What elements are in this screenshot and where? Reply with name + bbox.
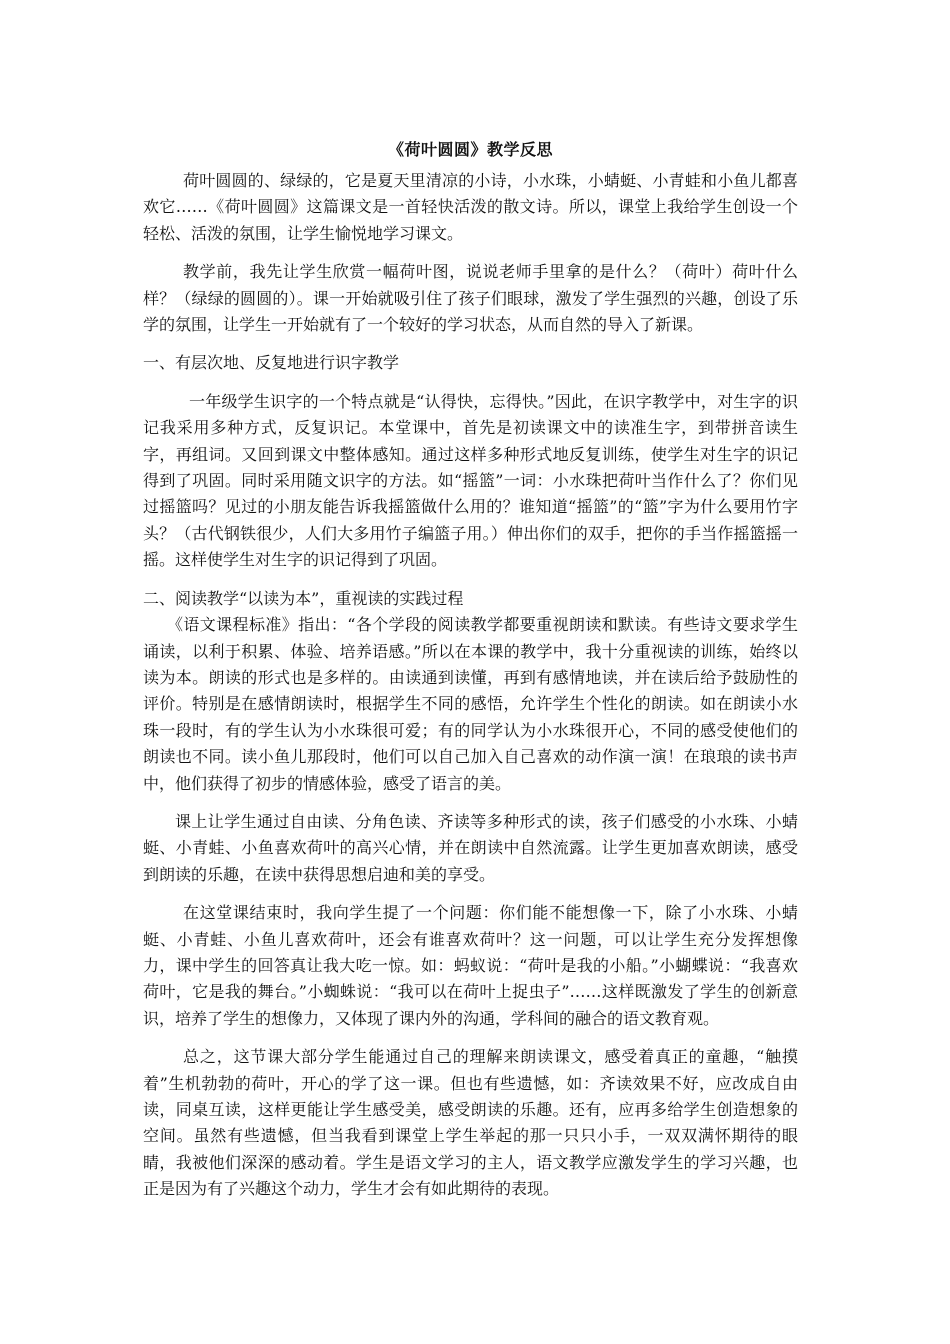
paragraph-lesson-start: 教学前，我先让学生欣赏一幅荷叶图，说说老师手里拿的是什么？（荷叶）荷叶什么样？（绿绿的圆圆的）。课一开始就吸引住了孩子们眼球，激发了学生强烈的兴趣，创设了乐学的氛围，让学生一开始就有了一个较好的学习状态，从而自然的导入了新课。 <box>143 262 798 335</box>
paragraph-intro: 荷叶圆圆的、绿绿的，它是夏天里清凉的小诗，小水珠，小蜻蜓、小青蛙和小鱼儿都喜欢它……《荷叶圆圆》这篇课文是一首轻快活泼的散文诗。所以，课堂上我给学生创设一个轻松、活泼的氛围，让学生愉悦地学习课文。 <box>143 171 798 243</box>
paragraph-reading-standard: 《语文课程标准》指出：“各个学段的阅读教学都要重视朗读和默读。有些诗文要求学生诵读，以利于积累、体验、培养语感。”所以在本课的教学中，我十分重视读的训练，始终以读为本。朗读的形式也是多样的。由读通到读懂，再到有感情地读，并在读后给予鼓励性的评价。特别是在感情朗读时，根据学生不同的感悟，允许学生个性化的朗读。如在朗读小水珠一段时，有的学生认为小水珠很可爱；有的同学认为小水珠很开心，不同的感受使他们的朗读也不同。读小鱼儿那段时，他们可以自己加入自己喜欢的动作演一演！在琅琅的读书声中，他们获得了初步的情感体验，感受了语言的美。 <box>143 615 798 793</box>
section-heading-literacy: 一、有层次地、反复地进行识字教学 <box>143 353 400 373</box>
paragraph-imagination: 在这堂课结束时，我向学生提了一个问题：你们能不能想像一下，除了小水珠、小蜻蜓、小青蛙、小鱼儿喜欢荷叶，还会有谁喜欢荷叶？这一问题，可以让学生充分发挥想像力，课中学生的回答真让我大吃一惊。如：蚂蚁说：“荷叶是我的小船。”小蝴蝶说：“我喜欢荷叶，它是我的舞台。”小蜘蛛说：“我可以在荷叶上捉虫子”……这样既激发了学生的创新意识，培养了学生的想像力，又体现了课内外的沟通，学科间的融合的语文教育观。 <box>143 903 798 1028</box>
paragraph-reading-forms: 课上让学生通过自由读、分角色读、齐读等多种形式的读，孩子们感受的小水珠、小蜻蜓、小青蛙、小鱼喜欢荷叶的高兴心情，并在朗读中自然流露。让学生更加喜欢朗读，感受到朗读的乐趣，在读中获得思想启迪和美的享受。 <box>143 811 798 884</box>
paragraph-summary: 总之，这节课大部分学生能通过自己的理解来朗读课文，感受着真正的童趣，“触摸着”生机勃勃的荷叶，开心的学了这一课。但也有些遗憾，如：齐读效果不好，应改成自由读，同桌互读，这样更能让学生感受美，感受朗读的乐趣。还有，应再多给学生创造想象的空间。虽然有些遗憾，但当我看到课堂上学生举起的那一只只小手，一双双满怀期待的眼睛，我被他们深深的感动着。学生是语文学习的主人，语文教学应激发学生的学习兴趣，也正是因为有了兴趣这个动力，学生才会有如此期待的表现。 <box>143 1047 798 1199</box>
document-title: 《荷叶圆圆》教学反思 <box>387 140 553 159</box>
document-page <box>143 138 798 1203</box>
section-heading-reading: 二、阅读教学“以读为本”，重视读的实践过程 <box>143 588 464 608</box>
paragraph-literacy: 一年级学生识字的一个特点就是“认得快，忘得快。”因此，在识字教学中，对生字的识记我采用多种方式，反复识记。本堂课中，首先是初读课文中的读准生字，到带拼音读生字，再组词。又回到课文中整体感知。通过这样多种形式地反复训练，使学生对生字的识记得到了巩固。同时采用随文识字的方法。如“摇篮”一词：小水珠把荷叶当作什么了？你们见过摇篮吗？见过的小朋友能告诉我摇篮做什么用的？谁知道“摇篮”的“篮”字为什么要用竹字头？（古代钢铁很少，人们大多用竹子编篮子用。）伸出你们的双手，把你的手当作摇篮摇一摇。这样使学生对生字的识记得到了巩固。 <box>143 391 798 570</box>
